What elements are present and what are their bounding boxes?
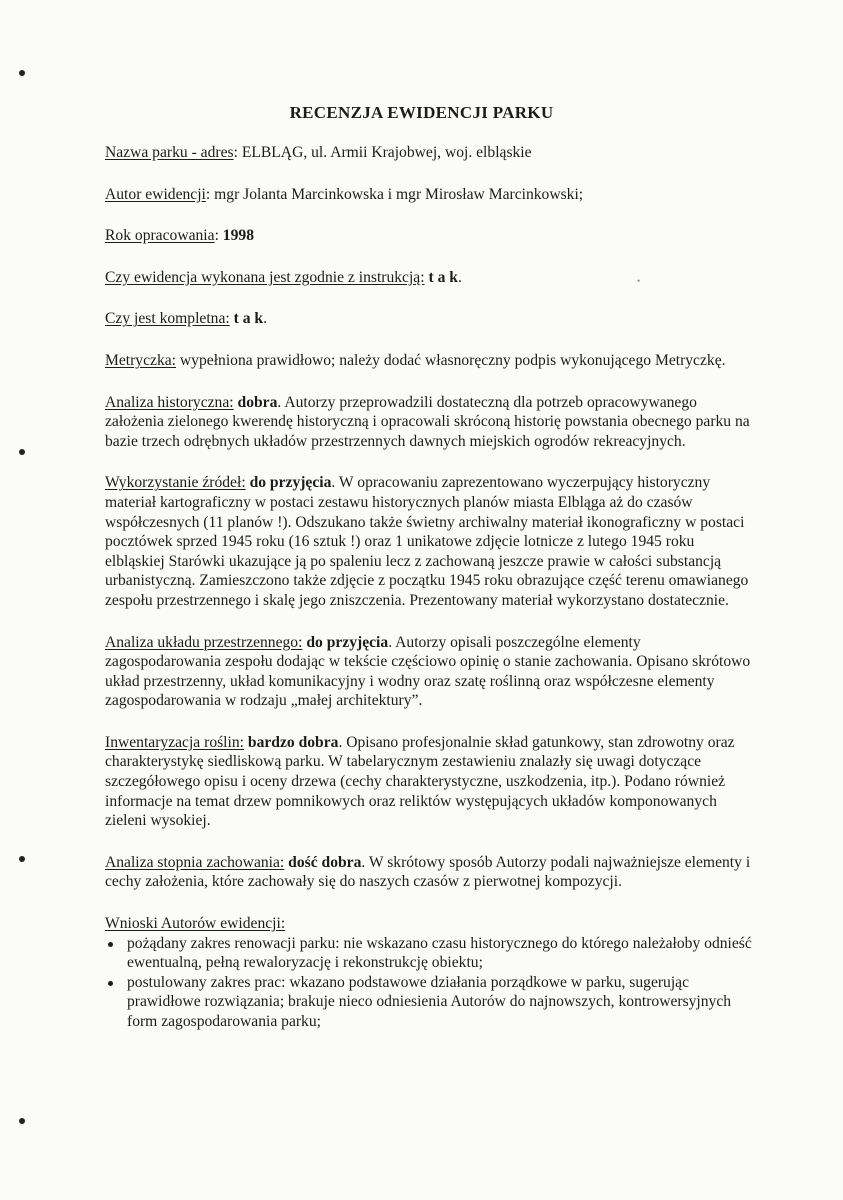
section-text: . Autorzy przeprowadzili dostateczną dla potrzeb opracowywanego założenia zielonego kwerendę historyczną i opracowali skróconą historię powstania obecnego parku na bazie trzech odrębnych układów przestrzennych dawnych miejskich ogrodów rekreacyjnych. [105,393,750,450]
section-label: Analiza układu przestrzennego: [105,633,303,651]
preservation-section [105,853,755,892]
section-label: Wykorzystanie źródeł: [105,474,246,492]
field-label: Czy jest kompletna: [105,310,230,328]
park-name-field: Nazwa parku - adres: ELBLĄG, ul. Armii Krajobwej, woj. elbląskie [105,144,532,161]
conclusions-list [105,934,755,1032]
section-text: . Autorzy opisali poszczególne elementy zagospodarowania zespołu dodając w tekście częściowo opinię o stanie zachowania. Opisano skrótowo układ przestrzenny, układ komunikacyjny i wodny oraz szatę roślinną oraz współczesne elementy zagospodarowania w rodzaju „małej architektury”. [105,633,751,710]
field-label: Autor ewidencji [105,185,206,203]
author-field: Autor ewidencji: mgr Jolanta Marcinkowska i mgr Mirosław Marcinkowski; [105,185,584,203]
section-label: Analiza stopnia zachowania: [105,853,285,871]
field-value: t a k [233,310,264,328]
section-label: Inwentaryzacja roślin: [105,733,244,751]
punch-hole-mark [19,449,25,455]
field-value: t a k [428,268,458,286]
list-item: postulowany zakres prac: wkazano podstawowe działania porządkowe w parku, sugerując prawidłowe rozwiązania; brakuje nieco odniesienia Autorów do najnowszych, kontrowersyjnych form zagospodarowania parku; [105,973,755,1032]
historical-analysis-section [105,393,755,452]
list-item: pożądany zakres renowacji parku: nie wskazano czasu historycznego do którego należałoby odnieść ewentualną, pełną rewaloryzację i rekonstrukcję obiektu; [105,934,755,973]
field-value: ELBLĄG, ul. Armii Krajobwej, woj. elbląskie [241,144,532,161]
year-field: Rok opracowania: 1998 [105,227,254,245]
spatial-layout-section [105,633,755,711]
field-value: 1998 [222,227,254,245]
section-label: Metryczka: [105,351,177,369]
section-grade: bardzo dobra [247,733,339,751]
section-text: . W opracowaniu zaprezentowano wyczerpujący historyczny materiał kartograficzny w postaci zestawu historycznych planów miasta Elbląga aż do czasów współczesnych (11 planów !). Odszukano także świetny archiwalny materiał ikonograficzny w postaci pocztówek sprzed 1945 roku (16 sztuk !) oraz 1 unikatowe zdjęcie lotnicze z lutego 1945 roku elbląskiej Starówki ukazujące ją po spaleniu lecz z zachowaną jeszcze prawie w całości substancją urbanistyczną. Zamieszczono także zdjęcie z początku 1945 roku obrazujące część terenu omawianego zespołu przestrzennego i skalę jego zniszczenia. Prezentowany materiał wykorzystano dostatecznie. [105,474,749,609]
metryczka-section [105,351,755,371]
page-title: RECENZJA EWIDENCJI PARKU [289,103,554,122]
section-label: Analiza historyczna: [105,393,234,411]
completeness-field: Czy jest kompletna: t a k. [105,310,268,328]
section-text: . W skrótowy sposób Autorzy podali najważniejsze elementy i cechy założenia, które zachowały się do naszych czasów z pierwotnej kompozycji. [105,853,751,891]
section-grade: dobra [237,393,278,411]
section-text: wypełniona prawidłowo; należy dodać własnoręczny podpis wykonującego Metryczkę. [176,351,726,369]
conclusions-section [105,914,755,1032]
punch-hole-mark [19,856,25,862]
instruction-compliance-field: Czy ewidencja wykonana jest zgodnie z instrukcją: t a k. [105,268,462,286]
section-label: Wnioski Autorów ewidencji: [105,915,286,933]
stray-mark: • [637,276,641,286]
section-text: . Opisano profesjonalnie skład gatunkowy, stan zdrowotny oraz charakterystykę siedliskową parku. W tabelarycznym zestawieniu znalazły się uwagi dotyczące szczegółowego opisu i oceny drzewa (cechy charakterystyczne, uszkodzenia, itp.). Podano również informacje na temat drzew pomnikowych oraz reliktów występujących układów komponowanych zieleni wysokiej. [105,733,735,830]
section-grade: do przyjęcia [249,474,332,492]
field-value: mgr Jolanta Marcinkowska i mgr Mirosław Marcinkowski; [214,185,584,203]
punch-hole-mark [19,1118,25,1124]
section-grade: dość dobra [288,853,362,871]
review-body [105,143,755,1032]
punch-hole-mark [19,70,25,76]
plant-inventory-section [105,733,755,831]
field-label: Rok opracowania [105,227,215,245]
section-grade: do przyjęcia [306,633,389,651]
field-label: Nazwa parku - adres [105,144,234,161]
sources-section [105,473,755,610]
field-label: Czy ewidencja wykonana jest zgodnie z instrukcją: [105,268,425,286]
